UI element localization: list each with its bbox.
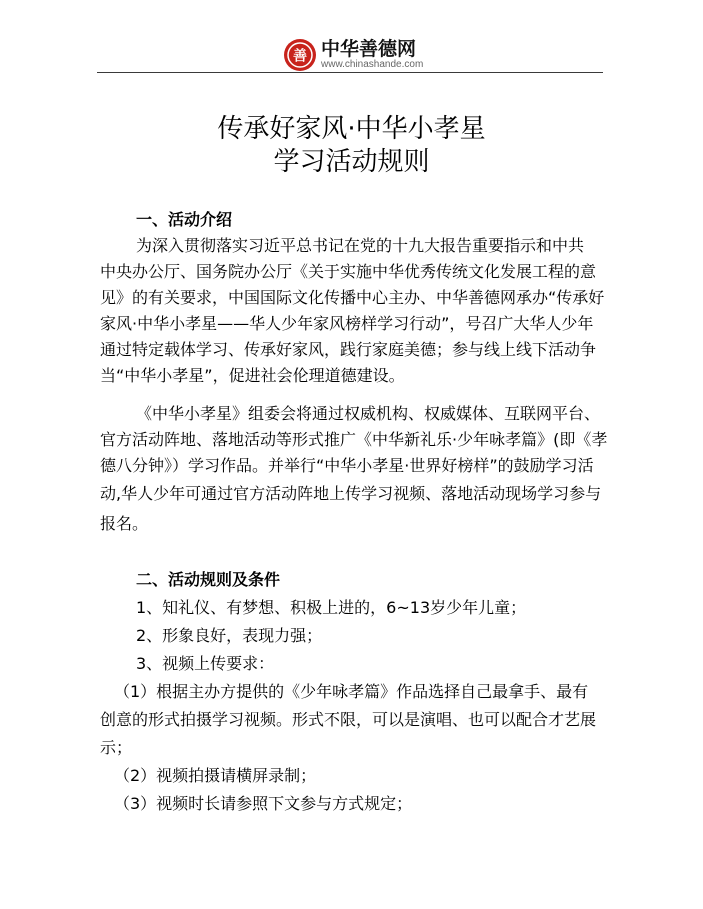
page-title-line2: 学习活动规则 xyxy=(273,147,430,177)
paragraph-line: 家风·中华小孝星——华人少年家风榜样学习行动”，号召广大华人少年 xyxy=(100,314,594,333)
paragraph-line: 报名。 xyxy=(100,514,149,533)
paragraph-line: 当“中华小孝星”，促进社会伦理道德建设。 xyxy=(100,366,405,385)
section-heading-rules: 二、活动规则及条件 xyxy=(136,570,281,589)
rule-item: 3、视频上传要求： xyxy=(136,654,275,673)
paragraph-line: 见》的有关要求，中国国际文化传播中心主办、中华善德网承办“传承好 xyxy=(100,288,605,307)
page-title-line1: 传承好家风·中华小孝星 xyxy=(217,114,486,144)
shande-emblem-icon xyxy=(283,38,317,72)
section-heading-intro: 一、活动介绍 xyxy=(136,210,233,229)
rule-item: 1、知礼仪、有梦想、积极上进的，6~13岁少年儿童； xyxy=(136,598,527,617)
rule-item: 2、形象良好，表现力强； xyxy=(136,626,323,645)
sub-rule-line: 创意的形式拍摄学习视频。形式不限，可以是演唱、也可以配合才艺展 xyxy=(100,710,597,729)
paragraph-line: 为深入贯彻落实习近平总书记在党的十九大报告重要指示和中共 xyxy=(136,236,585,255)
site-logo[interactable] xyxy=(283,38,433,72)
paragraph-line: 《中华小孝星》组委会将通过权威机构、权威媒体、互联网平台、 xyxy=(136,404,601,423)
page-header xyxy=(0,0,703,76)
sub-rule-line: （1）根据主办方提供的《少年咏孝篇》作品选择自己最拿手、最有 xyxy=(114,682,589,701)
header-divider xyxy=(97,72,603,73)
paragraph-line: 通过特定载体学习、传承好家风，践行家庭美德；参与线上线下活动争 xyxy=(100,340,597,359)
sub-rule-line: （3）视频时长请参照下文参与方式规定； xyxy=(114,794,413,813)
sub-rule-line: 示； xyxy=(100,738,133,757)
emblem-char: 善 xyxy=(293,48,307,65)
paragraph-line: 德八分钟》）学习作品。并举行“中华小孝星·世界好榜样”的鼓励学习活 xyxy=(100,456,594,475)
logo-text: 中华善德网 xyxy=(321,38,417,60)
sub-rule-line: （2）视频拍摄请横屏录制； xyxy=(114,766,317,785)
paragraph-line: 动,华人少年可通过官方活动阵地上传学习视频、落地活动现场学习参与 xyxy=(100,484,602,503)
paragraph-line: 官方活动阵地、落地活动等形式推广《中华新礼乐·少年咏孝篇》(即《孝 xyxy=(100,430,608,449)
logo-url: www.chinashande.com xyxy=(321,59,424,70)
paragraph-line: 中央办公厅、国务院办公厅《关于实施中华优秀传统文化发展工程的意 xyxy=(100,262,597,281)
